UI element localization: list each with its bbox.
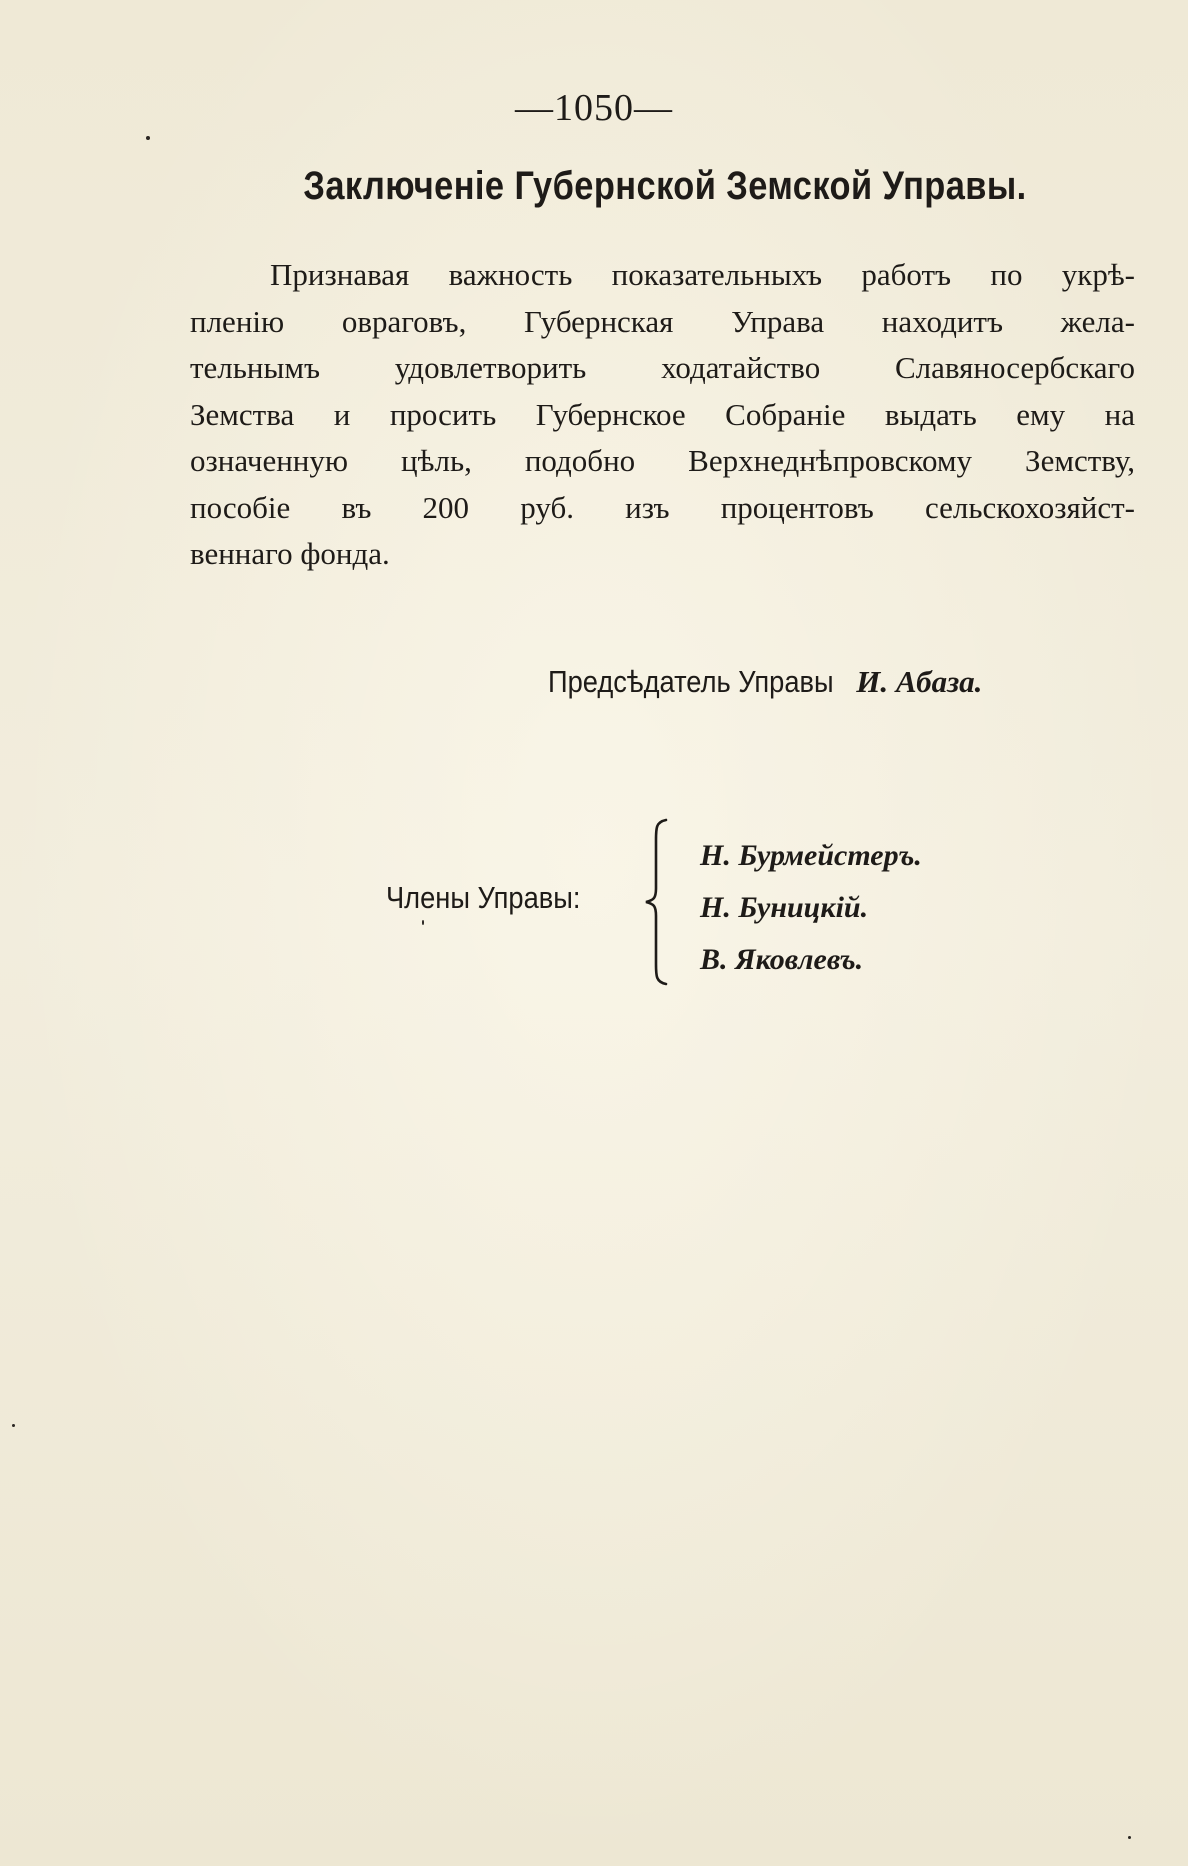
ink-speck — [1128, 1836, 1131, 1839]
ink-speck — [12, 1424, 15, 1427]
paragraph-line: Признавая важность показательныхъ работъ по укрѣ- — [270, 257, 1135, 292]
page-number: —1050— — [515, 87, 673, 129]
chairman-signature — [548, 664, 982, 700]
paragraph-line: пленію овраговъ, Губернская Управа находитъ жела- — [190, 303, 1135, 339]
members-label: Члены Управы: — [386, 880, 581, 915]
paragraph-line: тельнымъ удовлетворить ходатайство Славяносербскаго — [190, 350, 1135, 385]
ink-speck — [146, 136, 150, 140]
paragraph-line: Земства и просить Губернское Собраніе выдать ему на — [190, 396, 1135, 432]
chairman-label: Предсѣдатель Управы — [548, 664, 834, 699]
section-heading: Заключеніе Губернской Земской Управы. — [303, 164, 1027, 208]
paragraph-line: означенную цѣль, подобно Верхнеднѣпровскому Земству, — [190, 443, 1135, 478]
curly-brace-icon — [642, 818, 672, 986]
member-name: Н. Буницкій. — [700, 891, 869, 924]
paragraph-line: пособіе въ 200 руб. изъ процентовъ сельскохозяйст- — [190, 489, 1135, 525]
paragraph-line: веннаго фонда. — [190, 536, 390, 571]
ink-speck — [422, 920, 424, 925]
member-name: Н. Бурмейстеръ. — [700, 839, 922, 872]
members-list — [700, 830, 922, 986]
member-name: В. Яковлевъ. — [700, 943, 864, 976]
chairman-name: И. Абаза. — [856, 664, 983, 699]
body-paragraph — [190, 252, 1135, 578]
